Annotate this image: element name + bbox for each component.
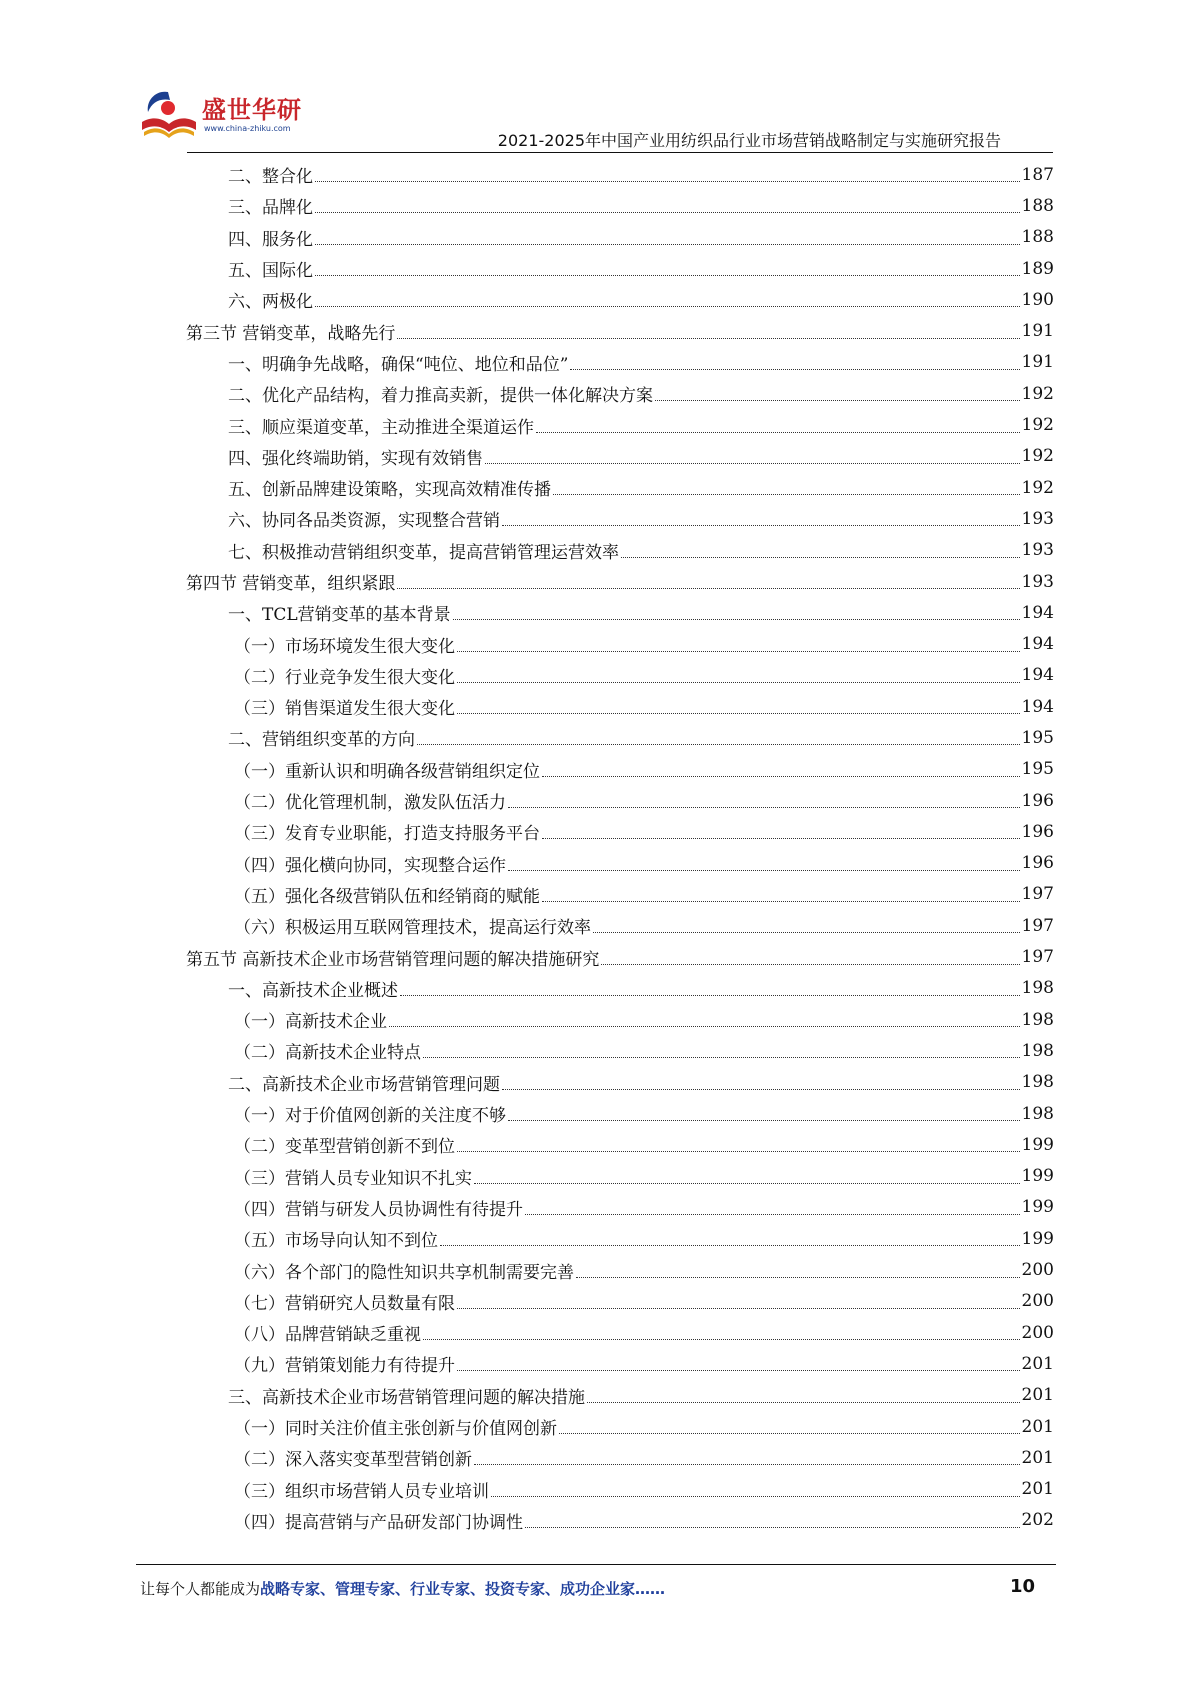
toc-entry-label: 五、国际化: [228, 261, 313, 282]
toc-entry-label: （八）品牌营销缺乏重视: [234, 1325, 421, 1346]
toc-entry[interactable]: [186, 816, 1054, 847]
toc-dot-leader: [474, 1464, 1020, 1465]
toc-entry-page: 194: [1021, 602, 1054, 623]
toc-entry-page: 196: [1021, 790, 1054, 811]
toc-entry-page: 201: [1021, 1353, 1054, 1374]
toc-dot-leader: [417, 744, 1020, 745]
toc-dot-leader: [315, 275, 1020, 276]
table-of-contents: [186, 159, 1054, 1536]
company-logo: [138, 86, 318, 146]
toc-entry[interactable]: [186, 1129, 1054, 1160]
toc-entry-label: 一、高新技术企业概述: [228, 980, 398, 1001]
toc-entry-page: 197: [1021, 884, 1054, 905]
toc-dot-leader: [397, 338, 1019, 339]
toc-entry[interactable]: [186, 722, 1054, 753]
footer-slogan-highlight: 战略专家、管理专家、行业专家、投资专家、成功企业家……: [260, 1580, 666, 1598]
toc-entry-label: （二）变革型营销创新不到位: [234, 1137, 455, 1158]
toc-entry-label: 第三节 营销变革，战略先行: [186, 323, 396, 344]
toc-entry[interactable]: [186, 1035, 1054, 1066]
toc-entry-label: （九）营销策划能力有待提升: [234, 1356, 455, 1377]
toc-entry-page: 187: [1021, 164, 1054, 185]
toc-entry[interactable]: [186, 1473, 1054, 1504]
toc-entry[interactable]: [186, 1505, 1054, 1536]
toc-dot-leader: [457, 1308, 1020, 1309]
toc-dot-leader: [423, 1339, 1020, 1340]
toc-entry-label: 二、整合化: [228, 167, 313, 188]
toc-entry-page: 201: [1021, 1385, 1054, 1406]
toc-entry-page: 198: [1021, 978, 1054, 999]
document-title: 2021-2025年中国产业用纺织品行业市场营销战略制定与实施研究报告: [497, 131, 1001, 150]
toc-entry-page: 192: [1021, 415, 1054, 436]
toc-entry-label: （一）同时关注价值主张创新与价值网创新: [234, 1419, 557, 1440]
toc-dot-leader: [508, 807, 1020, 808]
toc-entry[interactable]: [186, 597, 1054, 628]
footer-slogan: [140, 1578, 665, 1599]
toc-entry-label: 四、强化终端助销，实现有效销售: [228, 448, 483, 469]
toc-entry-page: 194: [1021, 696, 1054, 717]
toc-entry-page: 194: [1021, 634, 1054, 655]
toc-entry-label: 七、积极推动营销组织变革，提高营销管理运营效率: [228, 542, 619, 563]
logo-text: 盛世华研: [202, 96, 302, 124]
toc-dot-leader: [315, 244, 1020, 245]
toc-entry-label: 二、高新技术企业市场营销管理问题: [228, 1074, 500, 1095]
toc-dot-leader: [525, 1214, 1020, 1215]
toc-dot-leader: [559, 1433, 1020, 1434]
toc-entry[interactable]: [186, 1380, 1054, 1411]
toc-entry-page: 200: [1021, 1322, 1054, 1343]
toc-entry-page: 196: [1021, 853, 1054, 874]
toc-entry-label: （七）营销研究人员数量有限: [234, 1293, 455, 1314]
toc-dot-leader: [457, 713, 1020, 714]
toc-entry-label: （二）优化管理机制，激发队伍活力: [234, 793, 506, 814]
toc-entry-page: 188: [1021, 195, 1054, 216]
toc-entry[interactable]: [186, 1192, 1054, 1223]
toc-entry[interactable]: [186, 1098, 1054, 1129]
toc-entry-page: 198: [1021, 1072, 1054, 1093]
toc-entry-page: 202: [1021, 1510, 1054, 1531]
toc-entry-page: 192: [1021, 446, 1054, 467]
logo-url: www.china-zhiku.com: [204, 124, 291, 133]
toc-entry-label: （二）行业竞争发生很大变化: [234, 667, 455, 688]
toc-entry[interactable]: [186, 660, 1054, 691]
toc-entry-page: 199: [1021, 1134, 1054, 1155]
toc-entry-page: 190: [1021, 289, 1054, 310]
toc-entry-page: 193: [1021, 571, 1054, 592]
toc-dot-leader: [491, 1496, 1020, 1497]
toc-entry[interactable]: [186, 848, 1054, 879]
toc-dot-leader: [457, 651, 1020, 652]
toc-entry-page: 198: [1021, 1103, 1054, 1124]
toc-dot-leader: [542, 901, 1020, 902]
toc-entry-page: 200: [1021, 1291, 1054, 1312]
toc-entry[interactable]: [186, 1223, 1054, 1254]
toc-entry-label: 五、创新品牌建设策略，实现高效精准传播: [228, 480, 551, 501]
toc-entry[interactable]: [186, 1067, 1054, 1098]
toc-entry-label: 六、协同各品类资源，实现整合营销: [228, 511, 500, 532]
toc-dot-leader: [453, 619, 1020, 620]
toc-entry-page: 201: [1021, 1479, 1054, 1500]
toc-entry[interactable]: [186, 879, 1054, 910]
toc-entry[interactable]: [186, 1317, 1054, 1348]
toc-entry-page: 199: [1021, 1228, 1054, 1249]
toc-dot-leader: [485, 463, 1020, 464]
toc-entry-page: 197: [1021, 915, 1054, 936]
toc-entry[interactable]: [186, 535, 1054, 566]
toc-entry[interactable]: [186, 253, 1054, 284]
toc-dot-leader: [553, 494, 1020, 495]
toc-entry-page: 192: [1021, 477, 1054, 498]
toc-entry-label: 三、高新技术企业市场营销管理问题的解决措施: [228, 1387, 585, 1408]
toc-dot-leader: [502, 1089, 1020, 1090]
toc-entry[interactable]: [186, 441, 1054, 472]
toc-dot-leader: [389, 1026, 1020, 1027]
toc-dot-leader: [457, 1151, 1020, 1152]
toc-entry-label: 一、TCL营销变革的基本背景: [228, 605, 451, 626]
toc-entry-page: 196: [1021, 821, 1054, 842]
toc-entry-label: （四）营销与研发人员协调性有待提升: [234, 1199, 523, 1220]
toc-entry[interactable]: [186, 472, 1054, 503]
toc-entry[interactable]: [186, 566, 1054, 597]
toc-entry-label: 四、服务化: [228, 229, 313, 250]
toc-entry-page: 192: [1021, 383, 1054, 404]
toc-entry[interactable]: [186, 503, 1054, 534]
footer-slogan-prefix: 让每个人都能成为: [140, 1580, 261, 1598]
toc-entry-page: 198: [1021, 1040, 1054, 1061]
toc-entry[interactable]: [186, 910, 1054, 941]
toc-entry[interactable]: [186, 973, 1054, 1004]
header-divider: [187, 152, 1053, 153]
toc-dot-leader: [400, 995, 1020, 996]
toc-entry-page: 201: [1021, 1447, 1054, 1468]
toc-entry-label: 第五节 高新技术企业市场营销管理问题的解决措施研究: [186, 949, 600, 970]
toc-dot-leader: [423, 1057, 1020, 1058]
toc-dot-leader: [440, 1245, 1020, 1246]
toc-entry-label: （一）对于价值网创新的关注度不够: [234, 1106, 506, 1127]
toc-dot-leader: [457, 682, 1020, 683]
toc-entry[interactable]: [186, 159, 1054, 190]
page-number: 10: [1010, 1576, 1036, 1597]
toc-dot-leader: [315, 212, 1020, 213]
toc-entry-label: 三、顺应渠道变革，主动推进全渠道运作: [228, 417, 534, 438]
toc-dot-leader: [315, 306, 1020, 307]
toc-entry-label: （三）发育专业职能，打造支持服务平台: [234, 824, 540, 845]
toc-dot-leader: [576, 1277, 1020, 1278]
toc-entry[interactable]: [186, 284, 1054, 315]
toc-entry-page: 194: [1021, 665, 1054, 686]
toc-dot-leader: [508, 1120, 1020, 1121]
page-header: [0, 0, 1191, 160]
toc-entry-label: 一、明确争先战略，确保“吨位、地位和品位”: [228, 354, 569, 375]
toc-entry[interactable]: [186, 628, 1054, 659]
toc-entry-page: 201: [1021, 1416, 1054, 1437]
toc-entry-label: （一）重新认识和明确各级营销组织定位: [234, 761, 540, 782]
toc-dot-leader: [397, 588, 1019, 589]
toc-entry[interactable]: [186, 785, 1054, 816]
toc-dot-leader: [508, 870, 1020, 871]
toc-entry[interactable]: [186, 315, 1054, 346]
toc-entry-label: （三）营销人员专业知识不扎实: [234, 1168, 472, 1189]
toc-entry-page: 193: [1021, 540, 1054, 561]
toc-dot-leader: [655, 400, 1020, 401]
toc-entry-label: （二）高新技术企业特点: [234, 1043, 421, 1064]
toc-entry-page: 191: [1021, 352, 1054, 373]
toc-entry[interactable]: [186, 1286, 1054, 1317]
toc-entry-page: 197: [1021, 947, 1054, 968]
toc-entry-page: 191: [1021, 321, 1054, 342]
toc-dot-leader: [601, 964, 1019, 965]
toc-dot-leader: [621, 557, 1020, 558]
toc-entry-page: 193: [1021, 508, 1054, 529]
toc-entry-label: （一）市场环境发生很大变化: [234, 636, 455, 657]
toc-dot-leader: [474, 1183, 1020, 1184]
toc-entry-page: 198: [1021, 1009, 1054, 1030]
toc-dot-leader: [542, 838, 1020, 839]
toc-entry-page: 188: [1021, 227, 1054, 248]
toc-dot-leader: [587, 1402, 1020, 1403]
toc-dot-leader: [542, 776, 1020, 777]
toc-entry[interactable]: [186, 190, 1054, 221]
toc-entry[interactable]: [186, 409, 1054, 440]
toc-dot-leader: [536, 432, 1020, 433]
logo-book-icon: [138, 86, 200, 144]
toc-entry[interactable]: [186, 691, 1054, 722]
toc-entry-label: （四）提高营销与产品研发部门协调性: [234, 1512, 523, 1533]
toc-dot-leader: [593, 932, 1020, 933]
toc-entry-label: （一）高新技术企业: [234, 1012, 387, 1033]
toc-entry-label: 二、营销组织变革的方向: [228, 730, 415, 751]
toc-entry-label: （六）积极运用互联网管理技术，提高运行效率: [234, 918, 591, 939]
toc-dot-leader: [315, 181, 1020, 182]
toc-entry-label: 六、两极化: [228, 292, 313, 313]
toc-dot-leader: [570, 369, 1019, 370]
toc-entry-label: （二）深入落实变革型营销创新: [234, 1450, 472, 1471]
toc-dot-leader: [502, 525, 1020, 526]
toc-entry-label: 第四节 营销变革，组织紧跟: [186, 574, 396, 594]
toc-entry-label: （四）强化横向协同，实现整合运作: [234, 855, 506, 876]
toc-entry-label: （三）销售渠道发生很大变化: [234, 699, 455, 720]
toc-entry-label: （五）市场导向认知不到位: [234, 1231, 438, 1252]
toc-entry-label: （五）强化各级营销队伍和经销商的赋能: [234, 886, 540, 907]
toc-entry[interactable]: [186, 222, 1054, 253]
toc-entry[interactable]: [186, 1411, 1054, 1442]
toc-dot-leader: [457, 1370, 1020, 1371]
toc-entry-page: 195: [1021, 759, 1054, 780]
toc-entry[interactable]: [186, 378, 1054, 409]
toc-entry[interactable]: [186, 941, 1054, 972]
toc-entry-page: 189: [1021, 258, 1054, 279]
toc-entry-label: 三、品牌化: [228, 198, 313, 219]
toc-dot-leader: [525, 1527, 1020, 1528]
toc-entry-page: 199: [1021, 1166, 1054, 1187]
toc-entry[interactable]: [186, 347, 1054, 378]
toc-entry[interactable]: [186, 754, 1054, 785]
toc-entry-label: （六）各个部门的隐性知识共享机制需要完善: [234, 1262, 574, 1283]
toc-entry[interactable]: [186, 1004, 1054, 1035]
toc-entry-page: 200: [1021, 1260, 1054, 1281]
toc-entry-label: 二、优化产品结构，着力推高卖新，提供一体化解决方案: [228, 386, 653, 407]
toc-entry[interactable]: [186, 1442, 1054, 1473]
toc-entry[interactable]: [186, 1254, 1054, 1285]
toc-entry-page: 199: [1021, 1197, 1054, 1218]
toc-entry[interactable]: [186, 1161, 1054, 1192]
footer-divider: [136, 1564, 1056, 1565]
toc-entry-label: （三）组织市场营销人员专业培训: [234, 1481, 489, 1502]
toc-entry[interactable]: [186, 1348, 1054, 1379]
toc-entry-page: 195: [1021, 727, 1054, 748]
